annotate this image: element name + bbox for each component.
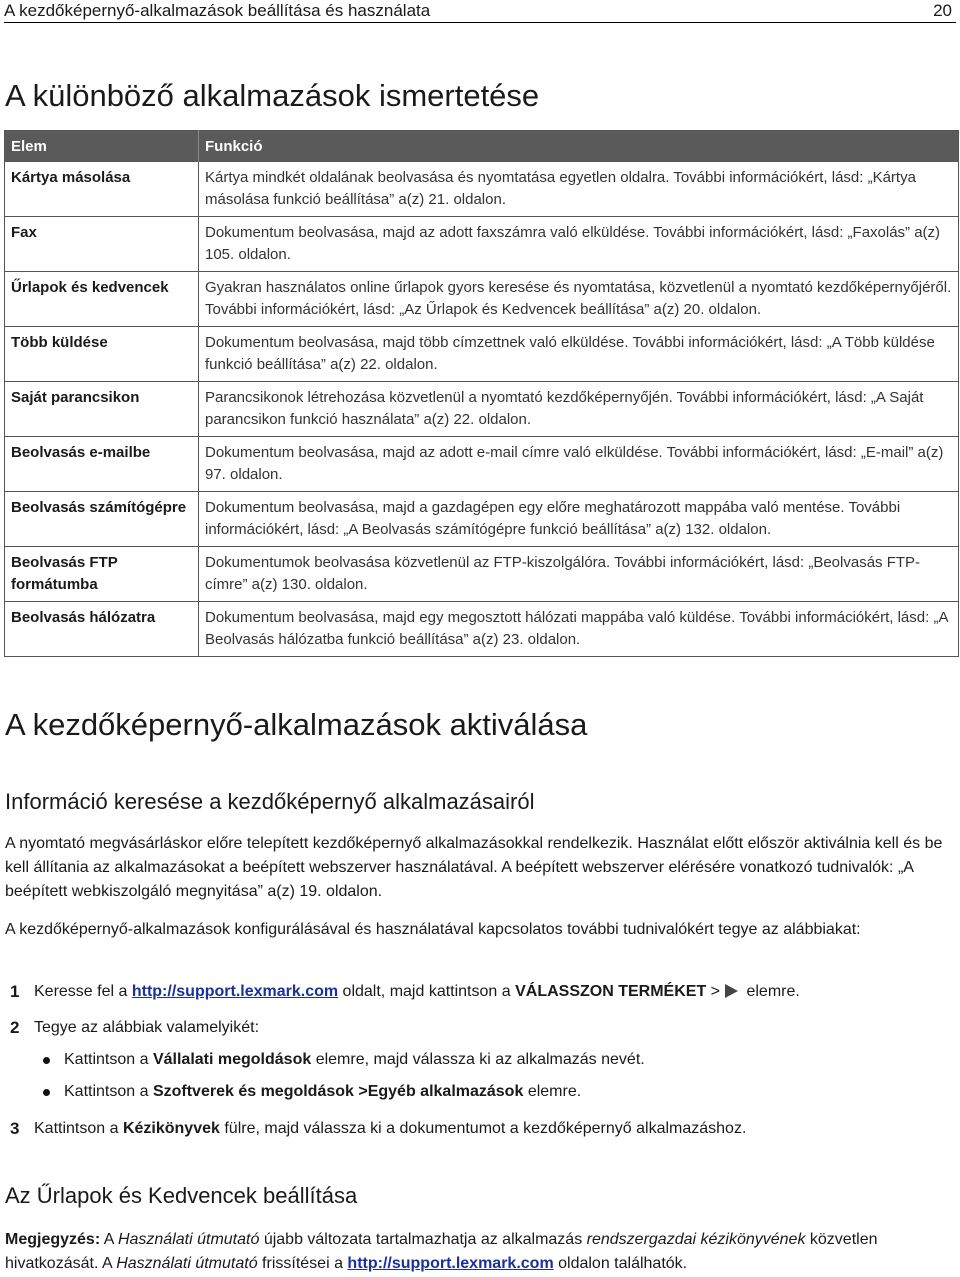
- table-cell-function: Dokumentum beolvasása, majd egy megosztott hálózati mappába való küldése. További információkért, lásd: „A Beolvasás hálózatba funkció beállítása” a(z) 23. oldalon.: [205, 609, 948, 648]
- step-text: Tegye az alábbiak valamelyikét:: [34, 1019, 260, 1036]
- table-cell-element: Saját parancsikon: [5, 382, 199, 437]
- table-cell-element: Beolvasás FTP formátumba: [5, 547, 199, 602]
- table-cell-element: Fax: [5, 217, 199, 272]
- step-bold-label: Kézikönyvek: [122, 1120, 220, 1137]
- note-text-part: frissítései a: [262, 1255, 343, 1272]
- bullet-text: [64, 1048, 645, 1072]
- note-italic: Használati útmutató: [116, 1255, 258, 1272]
- column-header-element: Elem: [5, 131, 199, 163]
- note-italic: Használati útmutató: [117, 1231, 260, 1248]
- table-row: [5, 162, 959, 217]
- table-header-row: [5, 131, 959, 163]
- table-cell-function: Dokumentum beolvasása, majd az adott e-mail címre való elküldése. További információkért, lásd: „E-mail” a(z) 97. oldalon.: [199, 437, 959, 492]
- step-number: 1: [10, 982, 20, 1001]
- step-text-part: Keresse fel a: [34, 983, 128, 1000]
- table-row: [5, 327, 959, 382]
- table-row: [5, 272, 959, 327]
- step-number: 2: [10, 1018, 20, 1037]
- table-cell-function: Parancsikonok létrehozása közvetlenül a nyomtató kezdőképernyőjén. További információkért, lásd: „A Saját parancsikon funkció használata” a(z) 22. oldalon.: [199, 382, 959, 437]
- subheading-info: Információ keresése a kezdőképernyő alkalmazásairól: [5, 789, 535, 814]
- bullet-text: [64, 1080, 581, 1104]
- table-cell-element: Kártya másolása: [5, 162, 199, 217]
- table-cell-element: Űrlapok és kedvencek: [5, 272, 199, 327]
- bullet-dot: [43, 1089, 50, 1096]
- step-text-part: fülre, majd válassza ki a dokumentumot a kezdőképernyő alkalmazáshoz.: [224, 1120, 747, 1137]
- apps-table: [4, 130, 959, 657]
- section-heading-activation: A kezdőképernyő-alkalmazások aktiválása: [5, 707, 588, 742]
- bullet-bold-label: Vállalati megoldások: [152, 1051, 312, 1068]
- support-link[interactable]: http://support.lexmark.com: [131, 983, 339, 1000]
- table-cell-function: Dokumentum beolvasása, majd több címzettnek való elküldése. További információkért, lásd: „A Több küldése funkció beállítása” a(z) 22. oldalon.: [199, 327, 959, 382]
- step-bold-label: VÁLASSZON TERMÉKET: [515, 983, 707, 1000]
- note-label: Megjegyzés:: [5, 1231, 101, 1248]
- table-cell-element: Beolvasás számítógépre: [5, 492, 199, 547]
- page-header: [4, 0, 956, 23]
- header-title: A kezdőképernyő-alkalmazások beállítása és használata: [4, 1, 431, 20]
- column-header-function: Funkció: [199, 131, 959, 163]
- table-cell-element: Több küldése: [5, 327, 199, 382]
- right-arrow-icon: [722, 982, 740, 1000]
- step-text-part: Kattintson a: [34, 1120, 119, 1137]
- section-heading-apps: A különböző alkalmazások ismertetése: [5, 78, 540, 113]
- note-text-part: újabb változata tartalmazhatja az alkalmazás: [263, 1231, 583, 1248]
- page-number: 20: [933, 1, 952, 20]
- note-text-part: oldalon találhatók.: [558, 1255, 688, 1272]
- table-cell-element: Beolvasás hálózatra: [5, 602, 199, 657]
- table-row: [5, 382, 959, 437]
- gt-sign: >: [710, 983, 721, 1000]
- note-italic: rendszergazdai kézikönyvének: [586, 1231, 806, 1248]
- step-text-part: elemre.: [746, 983, 800, 1000]
- table-cell-function: Dokumentum beolvasása, majd a gazdagépen egy előre meghatározott mappába való mentése. További információkért, lásd: „A Beolvasás számítógépre funkció beállítása” a(z) 132. oldalon.: [199, 492, 959, 547]
- table-row: [5, 437, 959, 492]
- section-heading-forms: Az Űrlapok és Kedvencek beállítása: [5, 1183, 358, 1208]
- paragraph-config: A kezdőképernyő-alkalmazások konfigurálásával és használatával kapcsolatos további tudnivalókért tegye az alábbiakat:: [5, 921, 861, 938]
- table-row: [5, 217, 959, 272]
- support-link[interactable]: http://support.lexmark.com: [347, 1255, 554, 1272]
- bullet-dot: [43, 1057, 50, 1064]
- table-cell-function: Kártya mindkét oldalának beolvasása és nyomtatása egyetlen oldalra. További információkért, lásd: „Kártya másolása funkció beállítása” a(z) 21. oldalon.: [199, 162, 959, 217]
- table-cell-function: Dokumentum beolvasása, majd az adott faxszámra való elküldése. További információkért, lásd: „Faxolás” a(z) 105. oldalon.: [199, 217, 959, 272]
- table-cell-function: Gyakran használatos online űrlapok gyors keresése és nyomtatása, közvetlenül a nyomtató kezdőképernyőjéről. További információkért, lásd: „Az Űrlapok és Kedvencek beállítása” a(z) 20. oldalon.: [199, 272, 959, 327]
- bullet-text-part: Kattintson a: [64, 1051, 149, 1068]
- table-cell-function: Dokumentumok beolvasása közvetlenül az FTP-kiszolgálóra. További információkért, lásd: „Beolvasás FTP-címre” a(z) 130. oldalon.: [199, 547, 959, 602]
- step-number: 3: [10, 1119, 20, 1138]
- paragraph-intro: A nyomtató megvásárláskor előre telepített kezdőképernyő alkalmazásokkal rendelkezik. Használat előtt először aktiválnia kell és be kell állítania az alkalmazásokat a beépített webszerver használatával. A beépített webszerver elérésére vonatkozó tudnivalók: „A beépített webkiszolgáló megnyitása” a(z) 19. oldalon.: [5, 835, 943, 900]
- step-text-part: oldalt, majd kattintson a: [342, 983, 511, 1000]
- step-text: [34, 980, 800, 1004]
- bullet-text-part: Kattintson a: [64, 1083, 149, 1100]
- note-text-part: A: [103, 1231, 114, 1248]
- table-row: [5, 602, 959, 657]
- bullet-text-part: elemre.: [527, 1083, 582, 1100]
- note-paragraph: [5, 1228, 950, 1276]
- step-text: [34, 1117, 746, 1141]
- table-row: [5, 492, 959, 547]
- note-text-part: közvetlen hivatkozását. A: [5, 1231, 878, 1272]
- table-row: [5, 547, 959, 602]
- bullet-bold-label: Szoftverek és megoldások >Egyéb alkalmazások: [152, 1083, 524, 1100]
- bullet-text-part: elemre, majd válassza ki az alkalmazás nevét.: [315, 1051, 645, 1068]
- table-cell-element: Beolvasás e-mailbe: [5, 437, 199, 492]
